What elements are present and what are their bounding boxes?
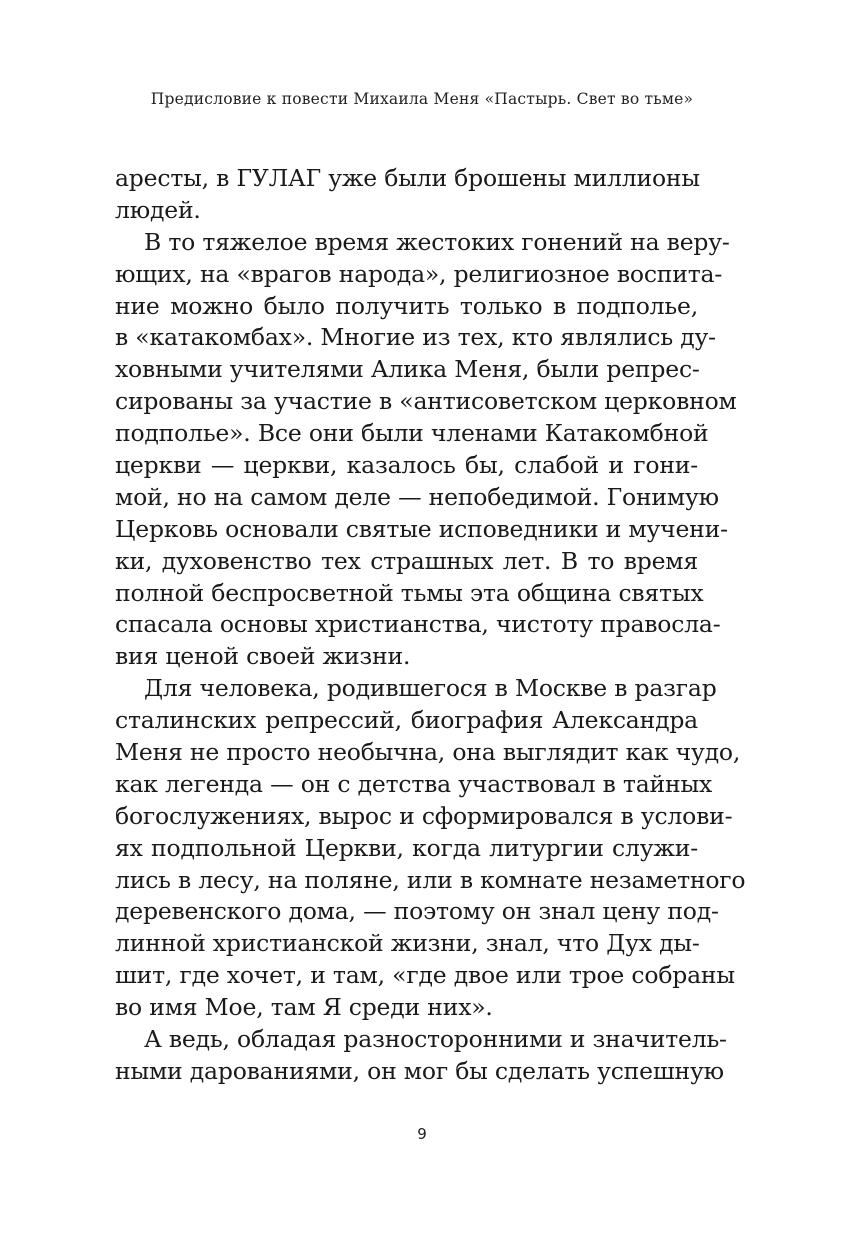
text-line: во имя Мое, там Я среди них». <box>115 993 493 1022</box>
text-line: подполье». Все они были членами Катакомбной <box>115 419 709 448</box>
text-line: деревенского дома, — поэтому он знал цену под- <box>115 897 719 926</box>
page-number: 9 <box>417 1125 427 1143</box>
text-line: аресты, в ГУЛАГ уже были брошены миллионы <box>115 164 700 192</box>
text-line: ки, духовенство тех страшных лет. В то время <box>115 546 698 575</box>
text-line: спасала основы христианства, чистоту правосла- <box>115 610 721 639</box>
text-line: в «катакомбах». Многие из тех, кто являлись ду- <box>115 323 716 352</box>
text-line: ющих, на «врагов народа», религиозное воспита- <box>115 259 723 288</box>
text-line: Церковь основали святые исповедники и мучени- <box>115 514 728 543</box>
text-line: мой, но на самом деле — непобедимой. Гонимую <box>115 482 719 511</box>
text-line: Для человека, родившегося в Москве в разгар <box>144 674 717 703</box>
running-header: Предисловие к повести Михаила Меня «Пастырь. Свет во тьме» <box>150 90 694 108</box>
text-line: ях подпольной Церкви, когда литургии служи- <box>115 833 698 862</box>
body-text <box>115 163 746 1088</box>
text-line: богослужениях, вырос и сформировался в услови- <box>115 801 733 830</box>
text-line: Меня не просто необычна, она выглядит как чудо, <box>115 738 741 767</box>
text-line: шит, где хочет, и там, «где двое или трое собраны <box>115 961 735 990</box>
text-line: линной христианской жизни, знал, что Дух ды- <box>115 929 700 958</box>
text-line: как легенда — он с детства участвовал в тайных <box>115 769 713 798</box>
text-line: ние можно было получить только в подполье, <box>115 291 698 320</box>
text-line: ховными учителями Алика Меня, были репрес- <box>115 355 700 384</box>
text-line: лись в лесу, на поляне, или в комнате незаметного <box>115 865 746 894</box>
text-line: церкви — церкви, казалось бы, слабой и гони- <box>115 451 698 480</box>
text-line: сталинских репрессий, биография Александра <box>115 706 698 735</box>
text-line: А ведь, обладая разносторонними и значитель- <box>144 1025 727 1054</box>
text-line: ными дарованиями, он мог бы сделать успешную <box>115 1056 724 1085</box>
text-line: людей. <box>115 195 201 224</box>
text-line: сированы за участие в «антисоветском церковном <box>115 387 737 416</box>
text-line: полной беспросветной тьмы эта община святых <box>115 578 704 607</box>
text-line: вия ценой своей жизни. <box>115 642 411 671</box>
text-line: В то тяжелое время жестоких гонений на веру- <box>144 227 730 256</box>
